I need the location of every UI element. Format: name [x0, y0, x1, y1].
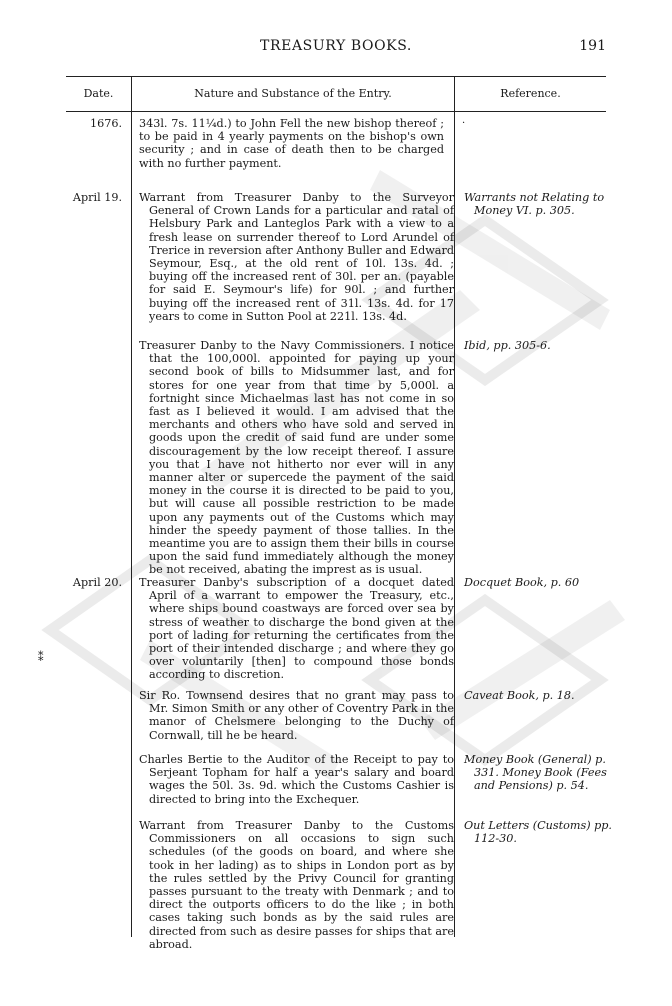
margin-mark: ⁑: [38, 651, 44, 664]
entry-date: 1676.: [89, 117, 122, 130]
entry-date: April 20.: [72, 576, 122, 589]
entry-reference: Out Letters (Customs) pp. 112-30.: [464, 819, 612, 846]
entry-text: Treasurer Danby to the Navy Commissioners. I notice that the 100,000l. appointed for paying up your second book of bills to Midsummer last, and for stores for one year from that time by 5,000l. a fortnight since Michaelmas last has not come in so fast as I believed it would. I am advised that the merchants and others who have sold and served in goods upon the credit of said fund are under some discouragement by the low receipt thereof. I assure you that I have not hitherto nor ever will in any manner alter or supercede the payment of the said money in the course it is directed to be paid to you, but will cause all possible restriction to be made upon any payments out of the Customs which may hinder the speedy payment of those tallies. In the meantime you are to assign them their bills in course upon the said fund immediately although the money be not received, abating the imprest as is usual.: [139, 339, 454, 577]
entry-reference: Caveat Book, p. 18.: [464, 689, 575, 702]
entry-date: April 19.: [72, 191, 122, 204]
running-head: [66, 38, 606, 56]
column-divider: [454, 77, 455, 937]
entry-reference: Docquet Book, p. 60: [464, 576, 580, 589]
entry-text: Charles Bertie to the Auditor of the Receipt to pay to Serjeant Topham for half a year's salary and board wages the 50l. 3s. 9d. which the Customs Cashier is directed to bring into the Exchequer.: [139, 753, 454, 806]
page-number: 191: [579, 38, 606, 54]
running-title: TREASURY BOOKS.: [260, 38, 412, 54]
entry-reference: Money Book (General) p. 331. Money Book (Fees and Pensions) p. 54.: [464, 753, 607, 793]
column-header-nature: Nature and Substance of the Entry.: [194, 87, 392, 100]
reference-text: Warrants not Relating to Money VI. p. 305.: [464, 191, 605, 218]
column-header-reference: Reference.: [500, 87, 561, 100]
column-header-date: Date.: [83, 87, 114, 100]
table-header: [66, 77, 606, 112]
entry-text: Treasurer Danby's subscription of a docquet dated April of a warrant to empower the Treasury, etc., where ships bound coastways are forced over sea by stress of weather to discharge the bond given at the port of lading for returning the certificates from the port of their intended discharge ; and where they go over voluntarily [then] to compound those bonds according to discretion.: [139, 576, 454, 682]
entries-table: [66, 76, 612, 951]
entry-text: 343l. 7s. 11¼d.) to John Fell the new bishop thereof ; to be paid in 4 yearly payments on the bishop's own security ; and in case of death then to be charged with no further payment.: [139, 117, 444, 170]
column-divider: [131, 77, 132, 937]
entry-reference: [464, 191, 614, 217]
entry-text: Warrant from Treasurer Danby to the Surveyor General of Crown Lands for a particular and ratal of Helsbury Park and Lanteglos Park with a view to a fresh lease on surrender thereof to Lord Arundel of Trerice in reversion after Anthony Buller and Edward Seymour, Esq., at the old rent of 10l. 13s. 4d. ; buying off the increased rent of 30l. per an. (payable for said E. Seymour's life) for 90l. ; and further buying off the increased rent of 31l. 13s. 4d. for 17 years to come in Sutton Pool at 221l. 13s. 4d.: [139, 191, 454, 323]
entry-reference: Ibid, pp. 305-6.: [464, 339, 551, 352]
entry-text: Sir Ro. Townsend desires that no grant may pass to Mr. Simon Smith or any other of Coventry Park in the manor of Chelsmere belonging to the Duchy of Cornwall, till he be heard.: [139, 689, 454, 742]
stray-mark: ·: [462, 118, 466, 129]
entry-text: Warrant from Treasurer Danby to the Customs Commissioners on all occasions to sign such schedules (of the goods on board, and where she took in her lading) as to ships in London port as by the rules settled by the Privy Council for granting passes pursuant to the treaty with Denmark ; and to direct the outports officers to do the like ; in both cases taking such bonds as by the said rules are directed from such as desire passes for ships that are abroad.: [139, 819, 454, 951]
